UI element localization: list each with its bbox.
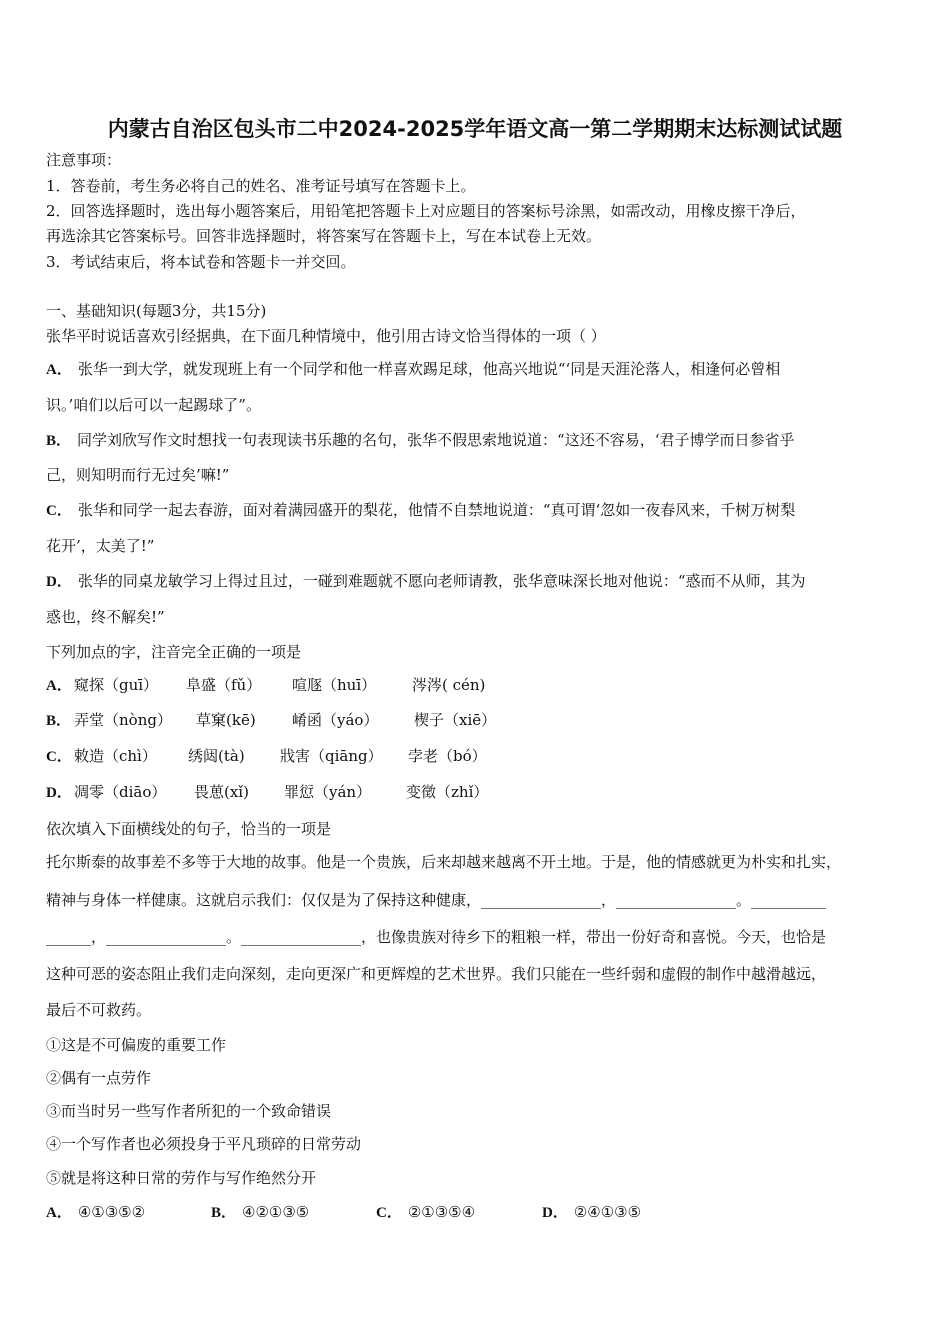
- pinyin-item: 变徵（zhǐ）: [406, 783, 489, 801]
- option-label: D．: [542, 1205, 568, 1221]
- passage-line: 精神与身体一样健康。这就启示我们：仅仅是为了保持这种健康，________________，________________。__________: [46, 891, 827, 909]
- option-label: A．: [46, 362, 72, 378]
- q1-option-c: [46, 500, 795, 521]
- page-title: 内蒙古自治区包头市二中2024-2025学年语文高一第二学期期末达标测试试题: [107, 117, 843, 141]
- option-label: B．: [46, 713, 72, 729]
- option-label: D．: [46, 574, 72, 590]
- q1-option-a: [46, 359, 780, 380]
- notice-item: 1．答卷前，考生务必将自己的姓名、准考证号填写在答题卡上。: [46, 177, 476, 195]
- option-text: 张华一到大学，就发现班上有一个同学和他一样喜欢踢足球，他高兴地说“‘同是天涯沦落人，相逢何必曾相: [77, 360, 781, 378]
- pinyin-item: 弄堂（nòng）: [74, 711, 172, 729]
- pinyin-item: 楔子（xiē）: [414, 711, 497, 729]
- option-text: 张华和同学一起去春游，面对着满园盛开的梨花，他情不自禁地说道：“真可谓‘忽如一夜春风来，千树万树梨: [77, 501, 796, 519]
- passage-line: 最后不可救药。: [46, 1001, 152, 1019]
- pinyin-item: 敕造（chì）: [74, 747, 157, 765]
- passage-line: 这种可恶的姿态阻止我们走向深刻，走向更深广和更辉煌的艺术世界。我们只能在一些纤弱和虚假的制作中越滑越远，: [46, 965, 827, 983]
- pinyin-item: 阜盛（fǔ）: [186, 676, 262, 694]
- q1-option-b-cont: 己，则知明而行无过矣’嘛!”: [46, 466, 230, 484]
- option-label: B．: [211, 1205, 237, 1221]
- option-value: ④②①③⑤: [242, 1203, 310, 1221]
- pinyin-item: 涔涔( cén): [412, 676, 486, 694]
- pinyin-item: 罪愆（yán）: [284, 783, 372, 801]
- answer-option-c: [376, 1202, 475, 1223]
- notice-item: 3．考试结束后，将本试卷和答题卡一并交回。: [46, 253, 356, 271]
- option-value: ②①③⑤④: [407, 1203, 476, 1221]
- notice-item: 2．回答选择题时，选出每小题答案后，用铅笔把答题卡上对应题目的答案标号涂黑，如需改动，用橡皮擦干净后，: [46, 202, 806, 220]
- q1-option-b: [46, 430, 794, 451]
- sentence-item: ④一个写作者也必须投身于平凡琐碎的日常劳动: [46, 1135, 362, 1153]
- option-label: A．: [46, 678, 72, 694]
- option-label: B．: [46, 433, 72, 449]
- sentence-item: ⑤就是将这种日常的劳作与写作绝然分开: [46, 1169, 317, 1187]
- passage-line: ______，________________。________________，也像贵族对待乡下的粗粮一样，带出一份好奇和喜悦。今天，也恰是: [46, 928, 827, 946]
- pinyin-item: 喧豗（huī）: [292, 676, 377, 694]
- q1-stem: 张华平时说话喜欢引经据典，在下面几种情境中，他引用古诗文恰当得体的一项（ ）: [46, 327, 606, 345]
- sentence-item: ②偶有一点劳作: [46, 1069, 152, 1087]
- option-text: 张华的同桌龙敏学习上得过且过，一碰到难题就不愿向老师请教，张华意味深长地对他说：“惑而不从师，其为: [77, 572, 806, 590]
- q1-option-d: [46, 571, 806, 592]
- option-label: C．: [46, 503, 72, 519]
- pinyin-item: 草窠(kē): [196, 711, 256, 729]
- option-label: C．: [376, 1205, 402, 1221]
- pinyin-item: 戕害（qiāng）: [280, 747, 383, 765]
- option-label: A．: [46, 1205, 72, 1221]
- sentence-item: ③而当时另一些写作者所犯的一个致命错误: [46, 1102, 332, 1120]
- q2-option-d: [46, 782, 489, 803]
- q3-stem: 依次填入下面横线处的句子，恰当的一项是: [46, 820, 332, 838]
- sentence-item: ①这是不可偏废的重要工作: [46, 1036, 227, 1054]
- pinyin-item: 崤函（yáo）: [292, 711, 379, 729]
- pinyin-item: 绣闼(tà): [188, 747, 245, 765]
- q1-option-d-cont: 惑也，终不解矣!”: [46, 608, 165, 626]
- q2-option-c: [46, 746, 487, 767]
- pinyin-item: 窥探（guī）: [74, 676, 159, 694]
- answer-option-a: [46, 1202, 145, 1223]
- option-value: ②④①③⑤: [573, 1203, 642, 1221]
- option-label: C．: [46, 749, 72, 765]
- pinyin-item: 凋零（diāo）: [74, 783, 167, 801]
- passage-line: 托尔斯泰的故事差不多等于大地的故事。他是一个贵族，后来却越来越离不开土地。于是，他的情感就更为朴实和扎实，: [46, 853, 842, 871]
- option-label: D．: [46, 785, 72, 801]
- q2-option-b: [46, 710, 497, 731]
- q2-stem: 下列加点的字，注音完全正确的一项是: [46, 643, 302, 661]
- q1-option-a-cont: 识。’咱们以后可以一起踢球了”。: [46, 396, 261, 414]
- option-value: ④①③⑤②: [77, 1203, 146, 1221]
- notice-heading: 注意事项：: [46, 151, 122, 169]
- answer-option-d: [542, 1202, 641, 1223]
- q2-option-a: [46, 675, 486, 696]
- section-heading: 一、基础知识(每题3分，共15分): [46, 302, 267, 320]
- answer-option-b: [211, 1202, 309, 1223]
- pinyin-item: 畏葸(xǐ): [194, 783, 249, 801]
- q1-option-c-cont: 花开’，太美了!”: [46, 537, 155, 555]
- notice-item: 再选涂其它答案标号。回答非选择题时，将答案写在答题卡上，写在本试卷上无效。: [46, 227, 602, 245]
- pinyin-item: 孛老（bó）: [408, 747, 487, 765]
- option-text: 同学刘欣写作文时想找一句表现读书乐趣的名句，张华不假思索地说道：“这还不容易，‘君子博学而日参省乎: [77, 431, 795, 449]
